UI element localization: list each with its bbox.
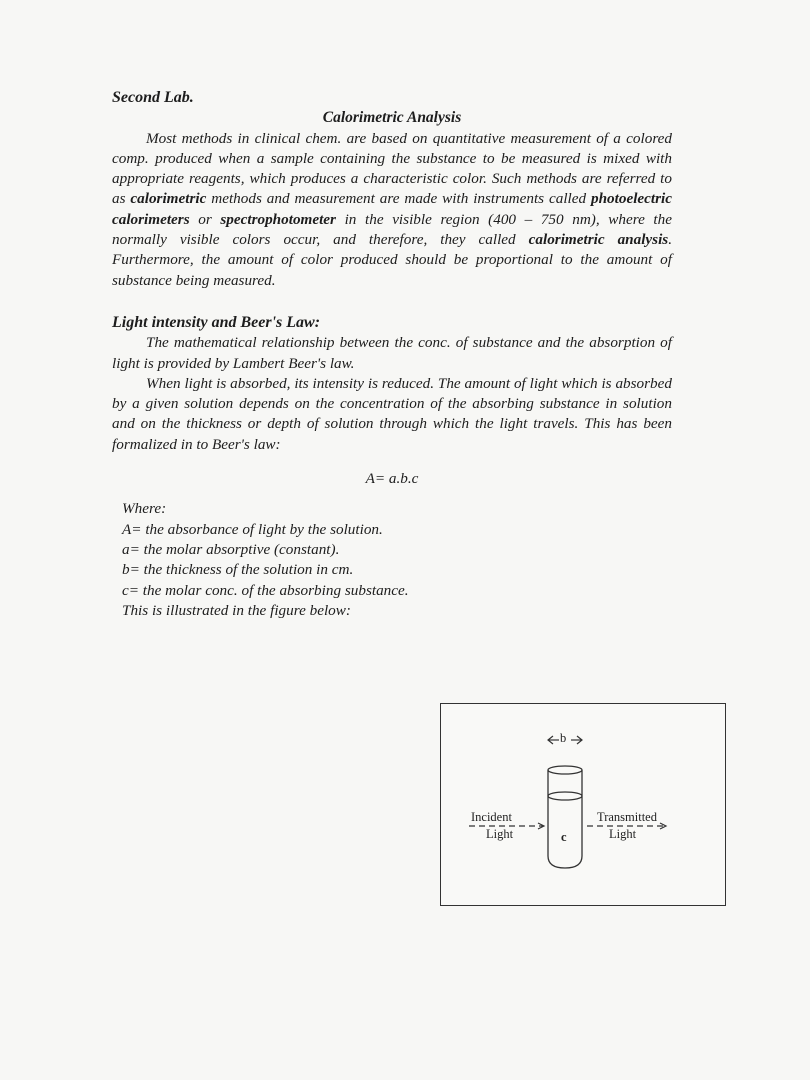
intro-text-5: . Furthermore, the amount of color produced should be proportional to the amount of substance being measured. <box>112 231 673 289</box>
incident-light-label-2: Light <box>486 827 514 841</box>
intro-text-2: methods and measurement are made with instruments called <box>206 190 592 208</box>
term-calorimetric-analysis: calorimetric analysis <box>528 231 669 249</box>
beer-law-heading: Light intensity and Beer's Law: <box>112 313 321 331</box>
definition-item: a= the molar absorptive (constant). <box>122 540 340 558</box>
beer-law-formula: A= a.b.c <box>365 470 419 488</box>
intro-paragraph <box>112 129 672 291</box>
definition-item: b= the thickness of the solution in cm. <box>122 561 354 579</box>
term-calorimetric: calorimetric <box>130 190 207 208</box>
section-title: Calorimetric Analysis <box>322 109 462 127</box>
transmitted-light-label-2: Light <box>609 827 637 841</box>
intro-text-1: Most methods in clinical chem. are based on quantitative measurement of a colored comp. produced when a sample containing the substance to be measured is mixed with appropriate reagents, which produces a characteristic color. Such methods are referred to as <box>112 129 672 208</box>
figure-intro: This is illustrated in the figure below: <box>122 601 351 619</box>
term-photoelectric-calorimeters: photoelectric calorimeters <box>112 190 672 228</box>
lab-title: Second Lab. <box>112 89 194 106</box>
concentration-label: c <box>561 830 567 844</box>
cuvette-tube <box>548 766 582 868</box>
term-spectrophotometer: spectrophotometer <box>220 210 336 228</box>
intro-text-4: in the visible region (400 – 750 nm), where the normally visible colors occur, and therefore, they called <box>112 210 672 249</box>
width-label: b <box>560 731 567 745</box>
beer-law-figure <box>440 703 726 906</box>
beer-paragraph-1: The mathematical relationship between the conc. of substance and the absorption of light is provided by Lambert Beer's law. <box>112 334 672 372</box>
text-block <box>112 88 672 621</box>
intro-text-3: or <box>189 210 221 228</box>
beer-paragraph-2: When light is absorbed, its intensity is reduced. The amount of light which is absorbed by a given solution depends on the concentration of the absorbing substance in solution and on the thickness or depth of solution through which the light travels. This has been formalized in to Beer's law: <box>112 374 672 453</box>
cuvette-diagram <box>441 704 725 905</box>
incident-light-label-1: Incident <box>471 810 512 824</box>
definition-item: c= the molar conc. of the absorbing substance. <box>122 581 409 599</box>
definition-item: A= the absorbance of light by the solution. <box>122 520 383 538</box>
transmitted-light-label-1: Transmitted <box>597 810 657 824</box>
where-label: Where: <box>122 500 167 518</box>
definition-list <box>122 499 672 621</box>
